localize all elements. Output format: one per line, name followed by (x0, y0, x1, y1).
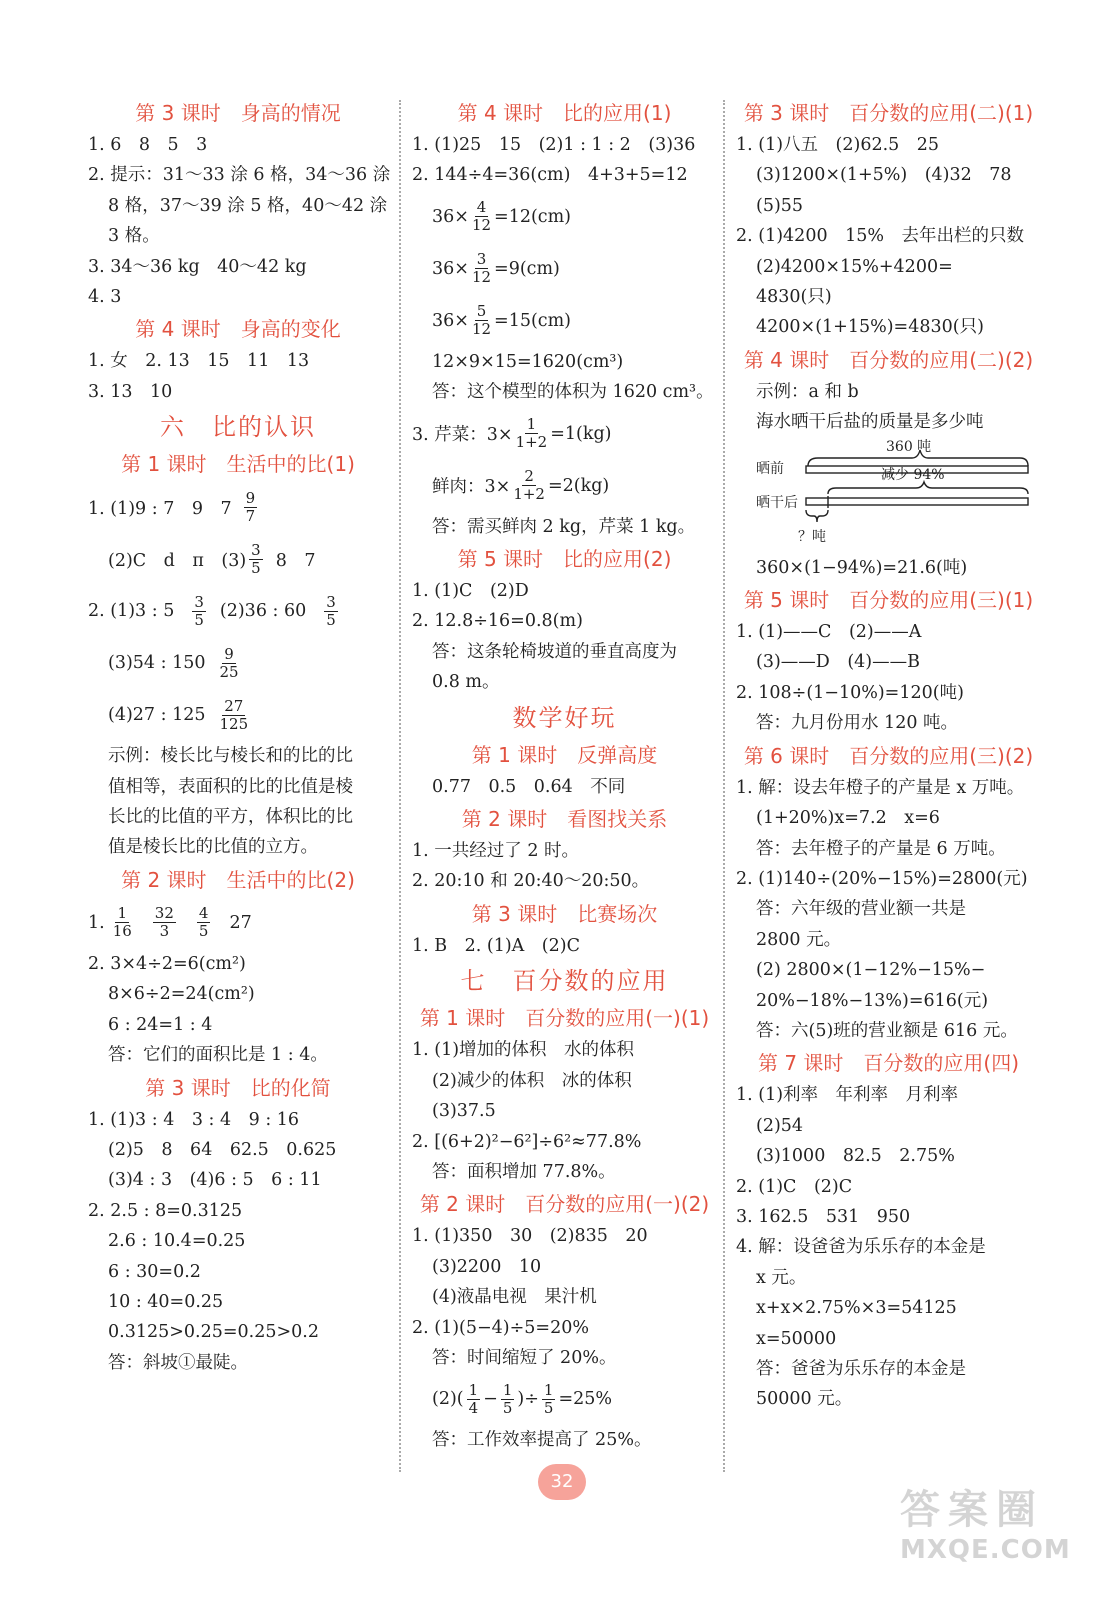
answer-column-2 (412, 96, 717, 1456)
answer-line: 1. (1)利率 年利率 月利率 (736, 1085, 959, 1106)
section-heading: 第 2 课时 百分数的应用(一)(2) (419, 1192, 710, 1217)
denominator: 125 (219, 714, 249, 733)
numerator: 2 (524, 467, 534, 486)
answer-line: 答：九月份用水 120 吨。 (756, 713, 959, 734)
answer-line (88, 481, 388, 533)
fraction (501, 1382, 515, 1417)
answer-line: 1. (1)八五 (2)62.5 25 (736, 135, 940, 155)
answer-line: 1. B 2. (1)A (2)C (412, 935, 580, 956)
text: 36× (432, 258, 469, 279)
answer-line: 2. 108÷(1−10%)=120(吨) (736, 682, 964, 703)
denominator: 1+2 (515, 433, 548, 452)
answer-line: (2)4200×15%+4200= (756, 256, 953, 277)
numerator: 4 (476, 198, 487, 217)
fraction (324, 594, 338, 629)
denominator: 5 (543, 1398, 554, 1417)
answer-line: 答：面积增加 77.8%。 (432, 1161, 616, 1182)
text: 36× (432, 206, 469, 227)
answer-line: 2. 144÷4=36(cm) 4+3+5=12 (412, 165, 688, 186)
denominator: 1+2 (513, 485, 545, 504)
answer-line: 1. (1)3 : 4 3 : 4 9 : 16 (88, 1109, 300, 1130)
answer-line: 3. 162.5 531 950 (736, 1206, 911, 1227)
answer-line: (2)54 (756, 1115, 804, 1136)
answer-line: 4830(只) (756, 287, 832, 308)
numerator: 3 (251, 540, 261, 559)
answer-line: (1+20%)x=7.2 x=6 (756, 808, 940, 829)
fraction (249, 542, 263, 577)
text: (2)C d π (3) (108, 550, 247, 571)
text: =2(kg) (547, 475, 610, 496)
answer-line: 答：斜坡①最陡。 (108, 1352, 248, 1373)
page-number: 32 (538, 1464, 586, 1500)
numerator: 27 (224, 696, 244, 715)
denominator: 5 (326, 610, 336, 629)
answer-line: 海水晒干后盐的质量是多少吨 (756, 412, 984, 433)
answer-line: 8×6÷2=24(cm²) (108, 984, 255, 1005)
text: (2)36 : 60 (219, 601, 307, 622)
watermark (900, 1478, 1071, 1565)
answer-line: 答：它们的面积比是 1 : 4。 (108, 1045, 328, 1066)
section-heading: 第 2 课时 生活中的比(2) (121, 867, 355, 892)
answer-line (412, 295, 717, 347)
answer-line: (3)1200×(1+5%) (4)32 78 (756, 165, 1012, 186)
answer-line: 答：需买鲜肉 2 kg，芹菜 1 kg。 (432, 516, 696, 537)
answer-line: 答：六(5)班的营业额是 616 元。 (756, 1020, 1018, 1041)
answer-line: (2)减少的体积 冰的体积 (432, 1070, 632, 1091)
answer-line: 3. 13 10 (88, 381, 173, 402)
text: 1. (1)9 : 7 9 7 (88, 498, 232, 519)
answer-column-3 (736, 96, 1041, 1415)
unit-title: 数学好玩 (512, 703, 617, 732)
answer-line: x 元。 (756, 1267, 807, 1288)
text: =15(cm) (494, 310, 572, 331)
denominator: 12 (471, 268, 492, 287)
answer-line: 答：这个模型的体积为 1620 cm³。 (432, 382, 714, 403)
numerator: 4 (198, 904, 209, 923)
denominator: 7 (245, 506, 256, 525)
answer-line: 2. 3×4÷2=6(cm²) (88, 953, 246, 974)
answer-line: 4. 解：设爸爸为乐乐存的本金是 (736, 1237, 986, 1258)
answer-line: (5)55 (756, 195, 804, 216)
answer-line: 1. (1)——C (2)——A (736, 622, 922, 643)
answer-line: 4200×(1+15%)=4830(只) (756, 317, 984, 338)
answer-line: 答：时间缩短了 20%。 (432, 1347, 617, 1368)
section-heading: 第 5 课时 百分数的应用(三)(1) (743, 588, 1034, 613)
denominator: 5 (502, 1398, 513, 1417)
fraction (192, 594, 206, 629)
denominator: 12 (471, 216, 492, 235)
denominator: 12 (471, 320, 492, 339)
watermark-url: MXQE.COM (900, 1535, 1071, 1565)
text: (3)54 : 150 (108, 653, 206, 674)
answer-line: 示例：棱长比与棱长和的比的比 (108, 746, 353, 767)
unit-title: 六 比的认识 (160, 413, 316, 442)
unknown-brace (806, 510, 828, 522)
numerator: 3 (194, 592, 204, 611)
answer-line: 2. (1)(5−4)÷5=20% (412, 1317, 589, 1338)
answer-line: (3)——D (4)——B (756, 652, 920, 673)
answer-line: 6 : 30=0.2 (108, 1261, 201, 1282)
denominator: 4 (468, 1398, 479, 1417)
answer-line: 20%−18%−13%)=616(元) (756, 990, 989, 1011)
answer-line: 10 : 40=0.25 (108, 1291, 224, 1312)
answer-line: 答：这条轮椅坡道的垂直高度为 (432, 641, 677, 662)
unit-title: 七 百分数的应用 (460, 967, 669, 996)
answer-line: 12×9×15=1620(cm³) (432, 351, 624, 372)
answer-line: (3)1000 82.5 2.75% (756, 1146, 955, 1167)
answer-line: 1. (1)增加的体积 水的体积 (412, 1040, 635, 1061)
fraction (113, 905, 132, 940)
numerator: 1 (526, 415, 537, 434)
denominator: 16 (112, 922, 132, 941)
denominator: 25 (219, 662, 239, 681)
text: − (483, 1389, 498, 1410)
answer-line: 360×(1−94%)=21.6(吨) (756, 557, 968, 578)
denominator: 5 (194, 610, 204, 629)
text: 8 7 (275, 550, 316, 571)
column-divider (723, 100, 725, 1472)
answer-line: (3)37.5 (432, 1101, 496, 1122)
text: 2. (1)3 : 5 (88, 601, 175, 622)
numerator: 32 (154, 904, 174, 923)
text: (4)27 : 125 (108, 705, 206, 726)
answer-line: 3 格。 (108, 226, 160, 247)
answer-line: 1. 一共经过了 2 时。 (412, 841, 580, 862)
section-heading: 第 4 课时 百分数的应用(二)(2) (743, 347, 1034, 372)
numerator: 1 (543, 1380, 554, 1399)
text: 鲜肉：3× (432, 477, 511, 498)
answer-line: (3)2200 10 (432, 1256, 542, 1277)
answer-line (88, 637, 388, 689)
diagram-reduce-label: 减少 94% (881, 466, 945, 483)
answer-line (88, 689, 388, 741)
answer-line: 2.6 : 10.4=0.25 (108, 1231, 246, 1252)
numerator: 1 (117, 904, 128, 923)
fraction (467, 1382, 481, 1417)
answer-line: 2. (1)C (2)C (736, 1176, 853, 1197)
answer-line: 3. 34～36 kg 40～42 kg (88, 256, 307, 277)
answer-line: 2. 2.5 : 8=0.3125 (88, 1200, 243, 1221)
answer-line: 8 格，37～39 涂 5 格，40～42 涂 (108, 195, 388, 216)
section-heading: 第 5 课时 比的应用(2) (457, 547, 672, 572)
answer-line (412, 408, 717, 460)
text: )÷ (517, 1389, 539, 1410)
answer-column-1 (88, 96, 391, 1378)
fraction (472, 199, 491, 234)
after-bar (806, 498, 1028, 505)
answer-line: x+x×2.75%×3=54125 (756, 1298, 957, 1319)
numerator: 9 (224, 644, 234, 663)
section-heading: 第 4 课时 身高的变化 (135, 317, 341, 342)
answer-line: 1. (1)350 30 (2)835 20 (412, 1226, 648, 1247)
text: =25% (558, 1389, 612, 1410)
numerator: 9 (245, 488, 256, 507)
answer-line (412, 460, 717, 512)
answer-line: 1. 解：设去年橙子的产量是 x 万吨。 (736, 777, 1025, 798)
answer-line: 答：去年橙子的产量是 6 万吨。 (756, 838, 1006, 859)
section-heading: 第 3 课时 百分数的应用(二)(1) (743, 101, 1034, 125)
numerator: 3 (326, 592, 336, 611)
numerator: 3 (476, 250, 487, 269)
fraction (472, 251, 491, 286)
answer-line (88, 897, 388, 949)
text: 1. (88, 912, 105, 933)
fraction (197, 905, 211, 940)
diagram-after-label: 晒干后 (756, 494, 798, 511)
answer-line: 答：六年级的营业额一共是 (756, 899, 966, 920)
fraction (513, 468, 545, 503)
denominator: 5 (198, 922, 209, 941)
answer-line: 答：爸爸为乐乐存的本金是 (756, 1359, 966, 1379)
diagram-before-label: 晒前 (756, 460, 784, 477)
numerator: 5 (476, 302, 487, 321)
section-heading: 第 1 课时 生活中的比(1) (121, 452, 355, 477)
answer-line (412, 1373, 717, 1425)
answer-line (412, 191, 717, 243)
answer-line: 0.8 m。 (432, 672, 500, 693)
answer-line: 2. (1)4200 15% 去年出栏的只数 (736, 226, 1024, 247)
text: =9(cm) (494, 258, 560, 279)
section-heading: 第 1 课时 反弹高度 (471, 742, 658, 767)
answer-line: (2)5 8 64 62.5 0.625 (108, 1139, 337, 1160)
answer-line (412, 243, 717, 295)
answer-line: 0.77 0.5 0.64 不同 (432, 776, 626, 797)
answer-line: 50000 元。 (756, 1389, 853, 1410)
numerator: 1 (468, 1380, 479, 1399)
answer-line: 1. 6 8 5 3 (88, 135, 208, 155)
answer-line: 1. (1)25 15 (2)1 : 1 : 2 (3)36 (412, 135, 696, 155)
answer-line: (4)液晶电视 果汁机 (432, 1287, 597, 1308)
answer-line: 0.3125>0.25=0.25>0.2 (108, 1322, 319, 1343)
fraction (472, 303, 491, 338)
answer-line: 4. 3 (88, 287, 122, 308)
answer-line: 2. (1)140÷(20%−15%)=2800(元) (736, 868, 1028, 889)
answer-line (88, 533, 388, 585)
answer-line: 2800 元。 (756, 929, 842, 950)
answer-line: 2. [(6+2)²−6²]÷6²≈77.8% (412, 1131, 642, 1152)
numerator: 1 (502, 1380, 513, 1399)
section-heading: 第 3 课时 比赛场次 (471, 901, 658, 926)
answer-line (88, 585, 388, 637)
diagram-unknown-label: ？吨 (798, 528, 826, 545)
answer-line: 1. (1)C (2)D (412, 581, 529, 602)
text: =12(cm) (494, 206, 572, 227)
answer-line: 值相等，表面积的比的比值是棱 (108, 776, 353, 797)
denominator: 5 (251, 558, 261, 577)
answer-line: 1. 女 2. 13 15 11 13 (88, 351, 310, 372)
answer-line: 答：工作效率提高了 25%。 (432, 1430, 652, 1451)
diagram-total-label: 360 吨 (886, 438, 932, 455)
text: 36× (432, 310, 469, 331)
line-segment-diagram (736, 438, 1041, 553)
fraction (244, 490, 258, 525)
answer-line: 6 : 24=1 : 4 (108, 1014, 213, 1035)
answer-line: x=50000 (756, 1328, 837, 1349)
section-heading: 第 3 课时 身高的情况 (135, 101, 341, 125)
section-heading: 第 4 课时 比的应用(1) (457, 101, 672, 125)
denominator: 3 (159, 922, 170, 941)
fraction (516, 416, 548, 451)
answer-line: (2) 2800×(1−12%−15%− (756, 960, 986, 981)
answer-line: 长比的比值的平方，体积比的比 (108, 807, 353, 828)
fraction (219, 698, 248, 733)
answer-line: (3)4 : 3 (4)6 : 5 6 : 11 (108, 1170, 322, 1191)
text: (2)( (432, 1389, 464, 1410)
section-heading: 第 1 课时 百分数的应用(一)(1) (419, 1006, 710, 1031)
section-heading: 第 2 课时 看图找关系 (461, 807, 668, 832)
answer-line: 2. 提示：31～33 涂 6 格，34～36 涂 (88, 165, 391, 186)
text: =1(kg) (550, 423, 612, 444)
section-heading: 第 3 课时 比的化简 (145, 1075, 331, 1100)
answer-line: 值是棱长比的比值的立方。 (108, 837, 318, 858)
fraction (542, 1382, 556, 1417)
section-heading: 第 6 课时 百分数的应用(三)(2) (743, 743, 1034, 768)
answer-line: 2. 20:10 和 20:40～20:50。 (412, 871, 650, 892)
answer-line: 2. 12.8÷16=0.8(m) (412, 611, 583, 632)
text: 3. 芹菜：3× (412, 425, 513, 446)
section-heading: 第 7 课时 百分数的应用(四) (757, 1051, 1020, 1076)
answer-line: 示例：a 和 b (756, 381, 859, 402)
fraction (219, 646, 238, 681)
text: 27 (229, 912, 252, 933)
watermark-title: 答案圈 (900, 1487, 1044, 1533)
fraction (153, 905, 176, 940)
column-divider (399, 100, 401, 1472)
